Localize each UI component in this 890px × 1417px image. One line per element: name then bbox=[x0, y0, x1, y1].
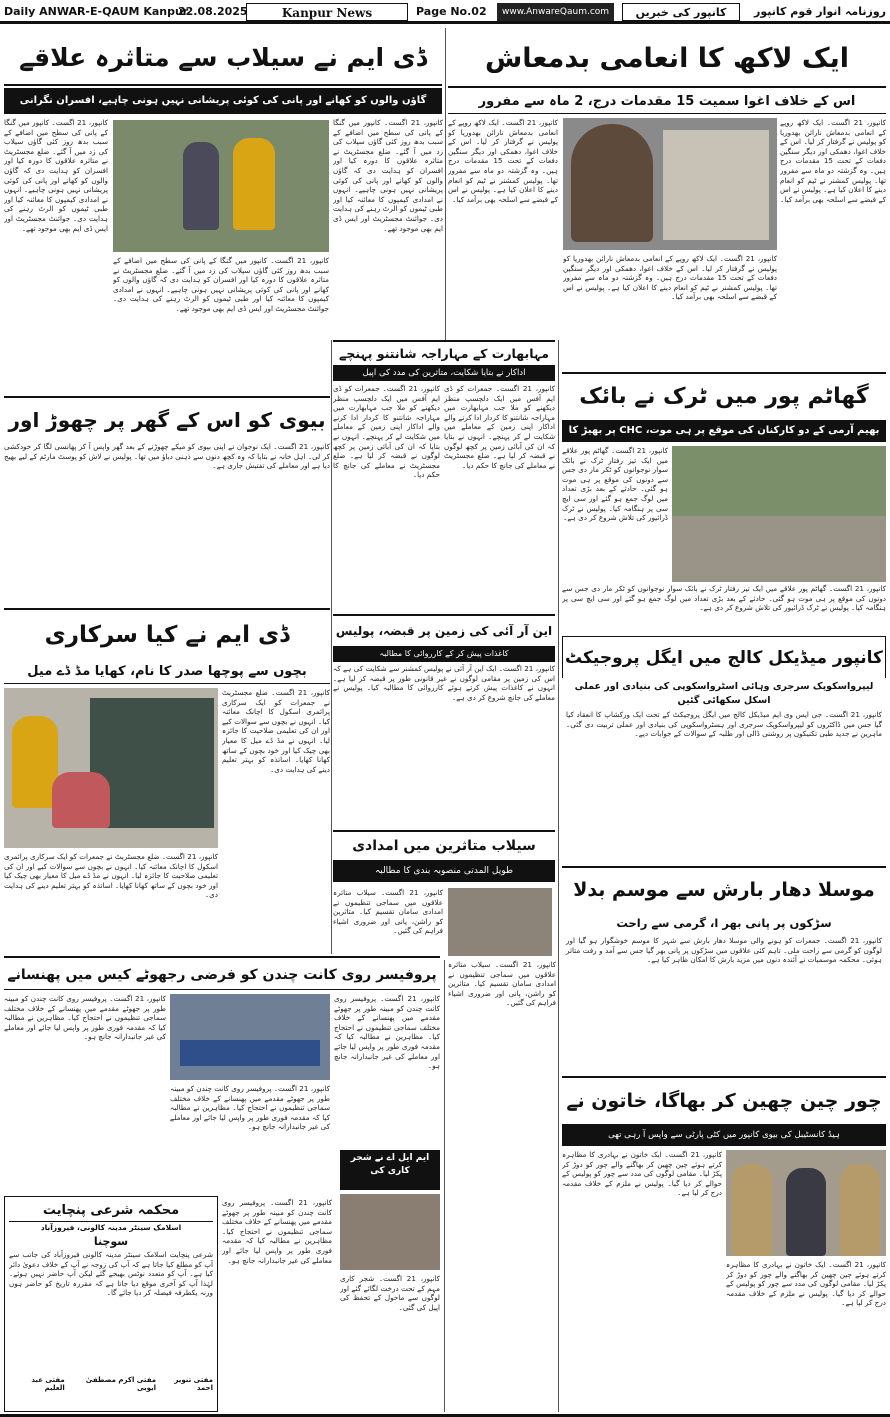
student-figure bbox=[52, 772, 110, 828]
signature-3: مفتی عبد العلیم bbox=[31, 1376, 65, 1392]
subhead-heavy-rain: سڑکوں پر پانی بھر ا، گرمی سے راحت bbox=[616, 916, 832, 930]
headline-truck-accident: گھاٹم پور میں ٹرک نے بائک bbox=[562, 372, 886, 418]
protest-body-col2: کانپور، 21 اگست۔ پروفیسر روی کانت چندن کو مبینہ طور پر جھوٹے مقدمے میں پھنسانے کے خلاف مختلف سماجی تنظیموں نے احتجاج کیا۔ مظاہرین نے مطالبہ کیا کہ مقدمہ فوری طور پر واپس لیا جائے اور معاملے کی غیر جانبدارانہ جانچ ہو۔ bbox=[4, 994, 166, 1042]
headline-medical-workshop: کانپور میڈیکل کالج میں ایگل پروجیکٹ bbox=[562, 636, 886, 678]
snatching-photo bbox=[726, 1150, 886, 1256]
school-inspection-photo bbox=[4, 688, 218, 848]
column-rule bbox=[445, 28, 446, 340]
accused-figure bbox=[786, 1168, 826, 1256]
arrest-photo bbox=[563, 118, 777, 250]
protest-body-col4: کانپور، 21 اگست۔ پروفیسر روی کانت چندن کو مبینہ طور پر جھوٹے مقدمے میں پھنسانے کے خلاف مختلف سماجی تنظیموں نے احتجاج کیا۔ مظاہرین نے مطالبہ کیا کہ مقدمہ فوری طور پر واپس لیا جائے اور معاملے کی غیر جانبدارانہ جانچ ہو۔ bbox=[222, 1198, 332, 1265]
protest-banner bbox=[180, 1040, 320, 1066]
center-lower-body: کانپور، 21 اگست۔ سیلاب متاثرہ علاقوں میں سماجی تنظیموں نے امدادی سامان تقسیم کیا۔ متاثرین کو راشن، پانی اور ضروری اشیاء فراہم کی گئیں۔ bbox=[448, 960, 556, 1008]
school-body-col1: کانپور، 21 اگست۔ ضلع مجسٹریٹ نے جمعرات کو ایک سرکاری پرائمری اسکول کا اچانک معائنہ کیا۔ انہوں نے بچوں سے سوالات کیے اور ان کی تعلیمی صلاحیت کا جائزہ لیا۔ انہوں نے مڈ ڈے میل کا معیار بھی چیک کیا اور خود بچوں کے ساتھ کھانا کھایا۔ اساتذہ کو بہتر تعلیم دینے کی ہدایت دی۔ bbox=[222, 688, 330, 774]
headline-maharaja: مہابھارت کے مہاراجہ شانتنو پہنچے bbox=[333, 340, 555, 364]
section-name: Kanpur News bbox=[246, 3, 408, 21]
headline-mla: ایم ایل اے نے شجر کاری کی bbox=[340, 1150, 440, 1190]
gangster-body-col2: کانپور، 21 اگست۔ ایک لاکھ روپے کے انعامی بدمعاش نارائن بھدوریا کو پولیس نے گرفتار کر لیا۔ اس کے خلاف اغوا، دھمکی اور دیگر سنگین دفعات کے تحت 15 مقدمات درج ہیں۔ وہ گزشتہ دو ماہ سے مفرور تھا۔ پولیس کمشنر نے ٹیم کو انعام دینے کا اعلان کیا ہے۔ پولیس نے اس کے قبضے سے اسلحہ بھی برآمد کیا۔ bbox=[563, 254, 777, 302]
subhead-land-grab: کاغذات پیش کر کے کارروائی کا مطالبہ bbox=[333, 646, 555, 662]
road-surface bbox=[672, 516, 886, 582]
notice-signatures bbox=[9, 1376, 213, 1392]
maharaja-body-col2: کانپور، 21 اگست۔ جمعرات کو ڈی ایم آفس میں ایک دلچسپ منظر دیکھنے کو ملا جب مہابھارت میں مہاراجہ شانتنو کا کردار ادا کرنے والے اداکار اپنی زمین کے معاملے میں شکایت لے کر پہنچے۔ انہوں نے بتایا کہ ان کی آبائی زمین پر کچھ لوگوں نے قبضہ کر لیا ہے۔ ضلع مجسٹریٹ نے معاملے کی جانچ کا حکم دیا۔ bbox=[333, 384, 440, 480]
headline-professor-protest: پروفیسر روی کانت چندن کو فرضی رجھوٹے کیس میں پھنسانے bbox=[4, 956, 440, 990]
mla-photo bbox=[340, 1194, 440, 1270]
suicide-body: کانپور، 21 اگست۔ ایک نوجوان نے اپنی بیوی کو میکے چھوڑنے کے بعد گھر واپس آ کر پھانسی لگا کر خودکشی کر لی۔ اہل خانہ نے بتایا کہ وہ کچھ دنوں سے ذہنی دباؤ میں تھا۔ پولیس نے لاش کو پوسٹ مارٹم کے لیے بھیج دیا ہے اور معاملے کی تفتیش جاری ہے۔ bbox=[4, 442, 330, 471]
rain-body: کانپور، 21 اگست۔ جمعرات کو ہونے والی موسلا دھار بارش سے شہر کا موسم خوشگوار ہو گیا اور لوگوں کو گرمی سے راحت ملی۔ تاہم کئی علاقوں میں سڑکوں پر پانی بھر گیا جس سے آمد و رفت متاثر ہوئی۔ محکمہ موسمیات نے آئندہ دنوں میں مزید بارش کا امکان ظاہر کیا ہے۔ bbox=[566, 936, 883, 965]
protest-body-col1: کانپور، 21 اگست۔ پروفیسر روی کانت چندن کو مبینہ طور پر جھوٹے مقدمے میں پھنسانے کے خلاف مختلف سماجی تنظیموں نے احتجاج کیا۔ مظاہرین نے مطالبہ کیا کہ مقدمہ فوری طور پر واپس لیا جائے اور معاملے کی غیر جانبدارانہ جانچ ہو۔ bbox=[334, 994, 440, 1071]
column-rule bbox=[558, 340, 559, 1412]
dm-flood-body-col2: کانپور، 21 اگست۔ کانپور میں گنگا کے پانی کی سطح میں اضافے کے سبب بدھ روز کئی گاؤں سیلاب کی زد میں آ گئے۔ ضلع مجسٹریٹ نے متاثرہ علاقوں کا دورہ کیا اور افسران کو ہدایت دی کہ گاؤں والوں کو کھانے اور پانی کی کوئی پریشانی نہیں ہونی چاہیے۔ انہوں نے امدادی کیمپوں کا معائنہ کیا اور طبی ٹیموں کو الرٹ رہنے کی ہدایت دی۔ جوائنٹ مجسٹریٹ اور ایس ڈی ایم بھی موجود تھے۔ bbox=[113, 256, 329, 313]
accident-crowd-photo bbox=[672, 446, 886, 582]
suspect-figure bbox=[571, 124, 653, 242]
page-number: Page No.02 bbox=[416, 5, 487, 18]
sharia-notice bbox=[4, 1196, 218, 1412]
subhead-dm-flood: گاؤں والوں کو کھانے اور پانی کی کوئی پریشانی نہیں ہونی چاہیے، افسران نگرانی bbox=[4, 88, 442, 114]
school-body-col2: کانپور، 21 اگست۔ ضلع مجسٹریٹ نے جمعرات کو ایک سرکاری پرائمری اسکول کا اچانک معائنہ کیا۔ انہوں نے بچوں سے سوالات کیے اور ان کی تعلیمی صلاحیت کا جائزہ لیا۔ انہوں نے مڈ ڈے میل کا معیار بھی چیک کیا اور خود بچوں کے ساتھ کھانا کھایا۔ اساتذہ کو بہتر تعلیم دینے کی ہدایت دی۔ bbox=[4, 852, 218, 900]
issue-date: 22.08.2025 bbox=[178, 5, 248, 18]
section-urdu: کانپور کی خبریں bbox=[622, 3, 740, 21]
land-grab-body: کانپور، 21 اگست۔ ایک این آر آئی نے پولیس کمشنر سے شکایت کی ہے کہ اس کی زمین پر مقامی لوگوں نے غیر قانونی طور پر قبضہ کر لیا ہے۔ انہوں نے کاغذات پیش کرتے ہوئے کارروائی کا مطالبہ کیا۔ پولیس نے معاملے کی جانچ شروع کر دی ہے۔ bbox=[333, 664, 555, 702]
dm-flood-body-col1: کانپور، 21 اگست۔ کانپور میں گنگا کے پانی کی سطح میں اضافے کے سبب بدھ روز کئی گاؤں سیلاب کی زد میں آ گئے۔ ضلع مجسٹریٹ نے متاثرہ علاقوں کا دورہ کیا اور افسران کو ہدایت دی کہ گاؤں والوں کو کھانے اور پانی کی کوئی پریشانی نہیں ہونی چاہیے۔ انہوں نے امدادی کیمپوں کا معائنہ کیا اور طبی ٹیموں کو الرٹ رہنے کی ہدایت دی۔ جوائنٹ مجسٹریٹ اور ایس ڈی ایم بھی موجود تھے۔ bbox=[333, 118, 443, 233]
masthead-bar bbox=[0, 0, 890, 24]
headline-land-grab: این آر آئی کی زمین پر قبضہ، پولیس bbox=[333, 614, 555, 644]
notice-heading: سوچنا bbox=[93, 1235, 129, 1248]
person-figure bbox=[183, 142, 219, 230]
signature-1: مفتی تنویر احمد bbox=[174, 1376, 213, 1392]
paper-name: Daily ANWAR-E-QAUM Kanpur bbox=[4, 5, 189, 18]
poster-board bbox=[663, 130, 769, 240]
headline-dm-school: ڈی ایم نے کیا سرکاری bbox=[4, 608, 330, 658]
subhead-medical-workshop: لیپرواسکوپک سرجری وہائی اسٹرواسکوپی کی بنیادی اور عملی اسکل سکھائی گئیں bbox=[574, 681, 874, 706]
headline-heavy-rain: موسلا دھار بارش سے موسم بدلا bbox=[562, 866, 886, 910]
protest-body-col3: کانپور، 21 اگست۔ پروفیسر روی کانت چندن کو مبینہ طور پر جھوٹے مقدمے میں پھنسانے کے خلاف مختلف سماجی تنظیموں نے احتجاج کیا۔ مظاہرین نے مطالبہ کیا کہ مقدمہ فوری طور پر واپس لیا جائے اور معاملے کی غیر جانبدارانہ جانچ ہو۔ bbox=[170, 1084, 330, 1132]
notice-org: اسلامک سینٹر مدینہ کالونی، فیروزآباد bbox=[40, 1223, 182, 1232]
mla-body: کانپور، 21 اگست۔ شجر کاری مہم کے تحت درخت لگائے گئے اور لوگوں سے ماحول کے تحفظ کی اپیل کی گئی۔ bbox=[340, 1274, 440, 1312]
relief-photo bbox=[448, 888, 552, 956]
website-url: www.AnwareQaum.com bbox=[497, 3, 614, 21]
dm-flood-body-col3: کانپور، 21 اگست۔ کانپور میں گنگا کے پانی کی سطح میں اضافے کے سبب بدھ روز کئی گاؤں سیلاب کی زد میں آ گئے۔ ضلع مجسٹریٹ نے متاثرہ علاقوں کا دورہ کیا اور افسران کو ہدایت دی کہ گاؤں والوں کو کھانے اور پانی کی کوئی پریشانی نہیں ہونی چاہیے۔ انہوں نے امدادی کیمپوں کا معائنہ کیا اور طبی ٹیموں کو الرٹ رہنے کی ہدایت دی۔ جوائنٹ مجسٹریٹ اور ایس ڈی ایم بھی موجود تھے۔ bbox=[4, 118, 108, 233]
snatching-body-col2: کانپور، 21 اگست۔ ایک خاتون نے بہادری کا مظاہرہ کرتے ہوئے چین چھین کر بھاگنے والے چور کو دوڑ کر پکڑ لیا۔ مقامی لوگوں کی مدد سے چور کو پولیس کے حوالے کر دیا گیا۔ پولیس نے ملزم کے خلاف مقدمہ درج کر لیا ہے۔ bbox=[726, 1260, 886, 1308]
subhead-maharaja: اداکار نے بتایا شکایت، متاثرین کی مدد کی اپیل bbox=[333, 365, 555, 381]
column-rule bbox=[331, 340, 332, 954]
notice-text: شرعی پنچایت اسلامک سینٹر مدینہ کالونی فیروزآباد کی جانب سے آپ کو مطلع کیا جاتا ہے کہ آپ کی زوجہ نے آپ کے خلاف دعویٰ دائر کیا ہے۔ آپ کو متعدد نوٹس بھیجے گئے لیکن آپ حاضر نہیں ہوئے۔ لہٰذا آپ کو آخری موقع دیا جاتا ہے کہ مقررہ تاریخ کو حاضر ہوں ورنہ یکطرفہ فیصلہ کر دیا جائے گا۔ bbox=[9, 1250, 213, 1298]
subhead-truck-accident: بھیم آرمی کے دو کارکنان کی موقع پر ہی موت، CHC پر بھیڑ کا bbox=[562, 420, 886, 442]
flood-inspection-photo bbox=[113, 120, 329, 252]
subhead-gangster-arrest: اس کے خلاف اغوا سمیت 15 مقدمات درج، 2 ماہ سے مفرور bbox=[448, 90, 886, 114]
signature-2: مفتی اکرم مصطفیٰ ایوبی bbox=[85, 1376, 157, 1392]
subhead-snatching: ہیڈ کانسٹیبل کی بیوی کانپور میں کٹی پارٹی سے واپس آ رہی تھی bbox=[562, 1124, 886, 1146]
maharaja-body-col1: کانپور، 21 اگست۔ جمعرات کو ڈی ایم آفس میں ایک دلچسپ منظر دیکھنے کو ملا جب مہابھارت میں مہاراجہ شانتنو کا کردار ادا کرنے والے اداکار اپنی زمین کے معاملے میں شکایت لے کر پہنچے۔ انہوں نے بتایا کہ ان کی آبائی زمین پر کچھ لوگوں نے قبضہ کر لیا ہے۔ ضلع مجسٹریٹ نے معاملے کی جانچ کا حکم دیا۔ bbox=[444, 384, 555, 470]
subhead-relief: طویل المدتی منصوبہ بندی کا مطالبہ bbox=[333, 860, 555, 882]
subhead-dm-school: بچوں سے پوچھا صدر کا نام، کھایا مڈ ڈے میل bbox=[4, 660, 330, 684]
headline-gangster-arrest: ایک لاکھ کا انعامی بدمعاش bbox=[448, 30, 886, 88]
police-figure-right bbox=[840, 1164, 880, 1256]
headline-relief: سیلاب متاثرین میں امدادی bbox=[333, 830, 555, 858]
police-figure-left bbox=[732, 1164, 772, 1256]
headline-dm-flood: ڈی ایم نے سیلاب سے متاثرہ علاقے bbox=[4, 30, 442, 86]
snatching-body-col1: کانپور، 21 اگست۔ ایک خاتون نے بہادری کا مظاہرہ کرتے ہوئے چین چھین کر بھاگنے والے چور کو دوڑ کر پکڑ لیا۔ مقامی لوگوں کی مدد سے چور کو پولیس کے حوالے کر دیا گیا۔ پولیس نے ملزم کے خلاف مقدمہ درج کر لیا ہے۔ bbox=[562, 1150, 722, 1198]
gangster-body-col1: کانپور، 21 اگست۔ ایک لاکھ روپے کے انعامی بدمعاش نارائن بھدوریا کو پولیس نے گرفتار کر لیا۔ اس کے خلاف اغوا، دھمکی اور دیگر سنگین دفعات کے تحت 15 مقدمات درج ہیں۔ وہ گزشتہ دو ماہ سے مفرور تھا۔ پولیس کمشنر نے ٹیم کو انعام دینے کا اعلان کیا ہے۔ پولیس نے اس کے قبضے سے اسلحہ بھی برآمد کیا۔ bbox=[780, 118, 886, 204]
official-figure bbox=[233, 138, 275, 230]
relief-body: کانپور، 21 اگست۔ سیلاب متاثرہ علاقوں میں سماجی تنظیموں نے امدادی سامان تقسیم کیا۔ متاثرین کو راشن، پانی اور ضروری اشیاء فراہم کی گئیں۔ bbox=[333, 888, 443, 936]
protest-photo bbox=[170, 994, 330, 1080]
medical-body: کانپور، 21 اگست۔ جی ایس وی ایم میڈیکل کالج میں ایگل پروجیکٹ کے تحت ایک ورکشاپ کا انعقاد کیا گیا جس میں ڈاکٹروں کو لیپرواسکوپک سرجری اور ہسٹرواسکوپی کی بنیادی اور عملی تربیت دی گئی۔ ماہرین نے جدید طبی تکنیکوں پر روشنی ڈالی اور طلبہ کے سوالات کے جوابات دیے۔ bbox=[566, 710, 882, 739]
column-rule bbox=[444, 960, 445, 1412]
truck-body-col2: کانپور، 21 اگست۔ گھاٹم پور علاقے میں ایک تیز رفتار ٹرک نے بائک سوار نوجوانوں کو ٹکر مار دی جس سے دونوں کی موقع پر ہی موت ہو گئی۔ حادثے کے بعد بڑی تعداد میں لوگ جمع ہو گئے اور سی ایچ سی پر ہنگامہ کیا۔ پولیس نے ٹرک ڈرائیور کی تلاش شروع کر دی ہے۔ bbox=[562, 584, 886, 613]
gangster-body-col3: کانپور، 21 اگست۔ ایک لاکھ روپے کے انعامی بدمعاش نارائن بھدوریا کو پولیس نے گرفتار کر لیا۔ اس کے خلاف اغوا، دھمکی اور دیگر سنگین دفعات کے تحت 15 مقدمات درج ہیں۔ وہ گزشتہ دو ماہ سے مفرور تھا۔ پولیس کمشنر نے ٹیم کو انعام دینے کا اعلان کیا ہے۔ پولیس نے اس کے قبضے سے اسلحہ بھی برآمد کیا۔ bbox=[448, 118, 558, 204]
masthead-urdu: روزنامہ انوار قوم کانپور bbox=[754, 5, 886, 18]
truck-body-col1: کانپور، 21 اگست۔ گھاٹم پور علاقے میں ایک تیز رفتار ٹرک نے بائک سوار نوجوانوں کو ٹکر مار دی جس سے دونوں کی موقع پر ہی موت ہو گئی۔ حادثے کے بعد بڑی تعداد میں لوگ جمع ہو گئے اور سی ایچ سی پر ہنگامہ کیا۔ پولیس نے ٹرک ڈرائیور کی تلاش شروع کر دی ہے۔ bbox=[562, 446, 668, 523]
notice-title: محکمہ شرعی پنچایت bbox=[9, 1201, 213, 1222]
headline-wife-suicide: بیوی کو اس کے گھر پر چھوڑ اور bbox=[4, 396, 330, 440]
headline-snatching: چور چین چھین کر بھاگا، خاتون نے bbox=[562, 1076, 886, 1122]
